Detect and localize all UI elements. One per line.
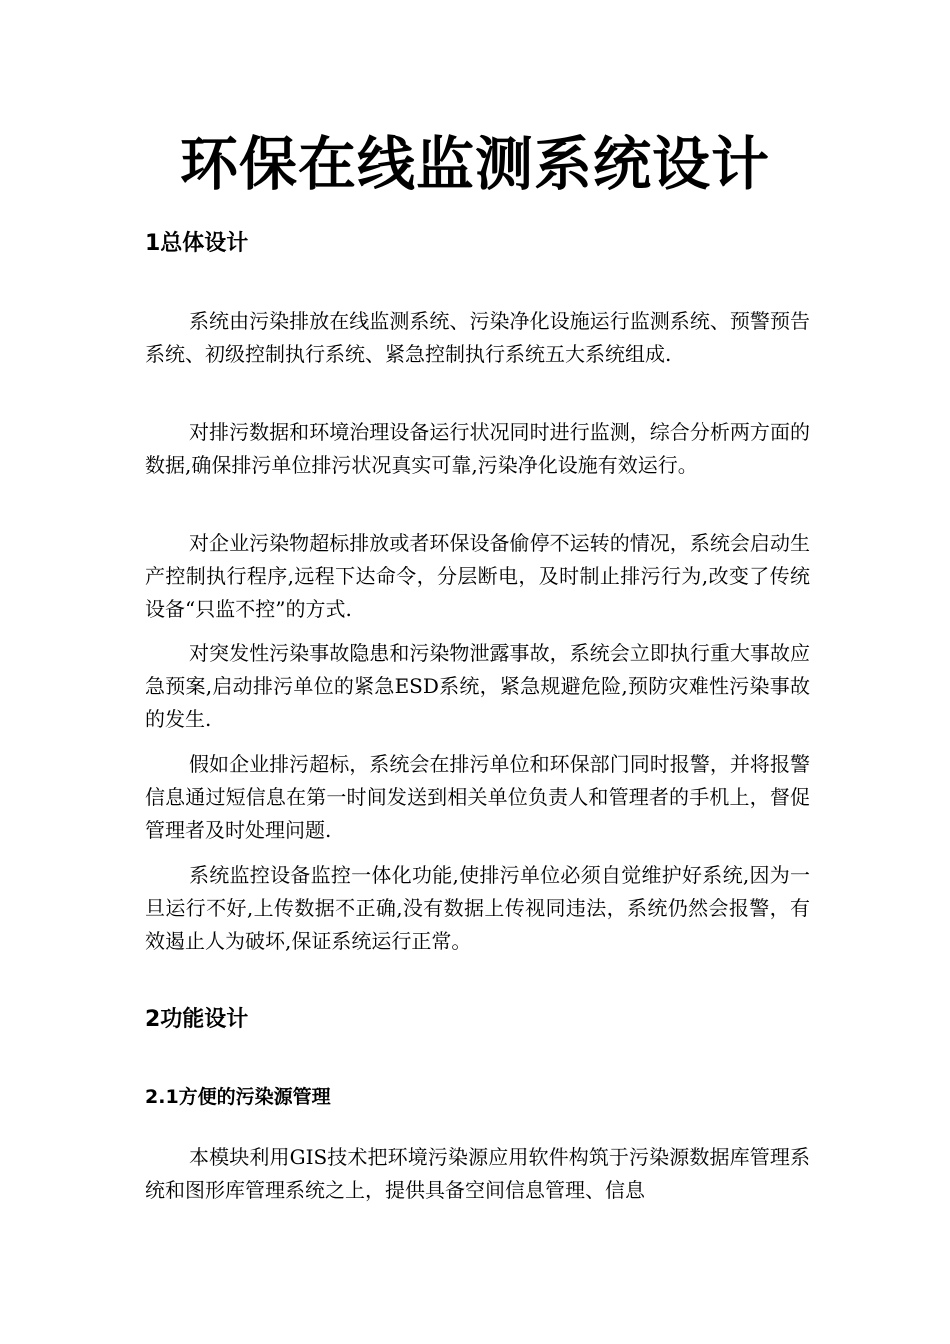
paragraph: 系统由污染排放在线监测系统、污染净化设施运行监测系统、预警预告系统、初级控制执行系统、紧急控制执行系统五大系统组成. xyxy=(145,309,810,366)
paragraph: 对企业污染物超标排放或者环保设备偷停不运转的情况，系统会启动生产控制执行程序,远程下达命令，分层断电，及时制止排污行为,改变了传统设备“只监不控”的方式. xyxy=(145,531,810,621)
paragraph: 本模块利用GIS技术把环境污染源应用软件构筑于污染源数据库管理系统和图形库管理系统之上，提供具备空间信息管理、信息 xyxy=(145,1145,810,1202)
paragraph: 系统监控设备监控一体化功能,使排污单位必须自觉维护好系统,因为一旦运行不好,上传数据不正确,没有数据上传视同违法，系统仍然会报警，有效遏止人为破坏,保证系统运行正常。 xyxy=(145,863,810,953)
section-heading-overall-design: 1总体设计 xyxy=(145,231,249,256)
paragraph: 对排污数据和环境治理设备运行状况同时进行监测，综合分析两方面的数据,确保排污单位排污状况真实可靠,污染净化设施有效运行。 xyxy=(145,420,810,477)
paragraph: 假如企业排污超标，系统会在排污单位和环保部门同时报警，并将报警信息通过短信息在第一时间发送到相关单位负责人和管理者的手机上，督促管理者及时处理问题. xyxy=(145,752,810,842)
document-title: 环保在线监测系统设计 xyxy=(179,130,770,198)
subsection-heading-pollution-source-management: 2.1方便的污染源管理 xyxy=(145,1086,331,1108)
paragraph: 对突发性污染事故隐患和污染物泄露事故，系统会立即执行重大事故应急预案,启动排污单位的紧急ESD系统，紧急规避危险,预防灾难性污染事故的发生. xyxy=(145,641,810,731)
section-heading-function-design: 2功能设计 xyxy=(145,1007,249,1032)
